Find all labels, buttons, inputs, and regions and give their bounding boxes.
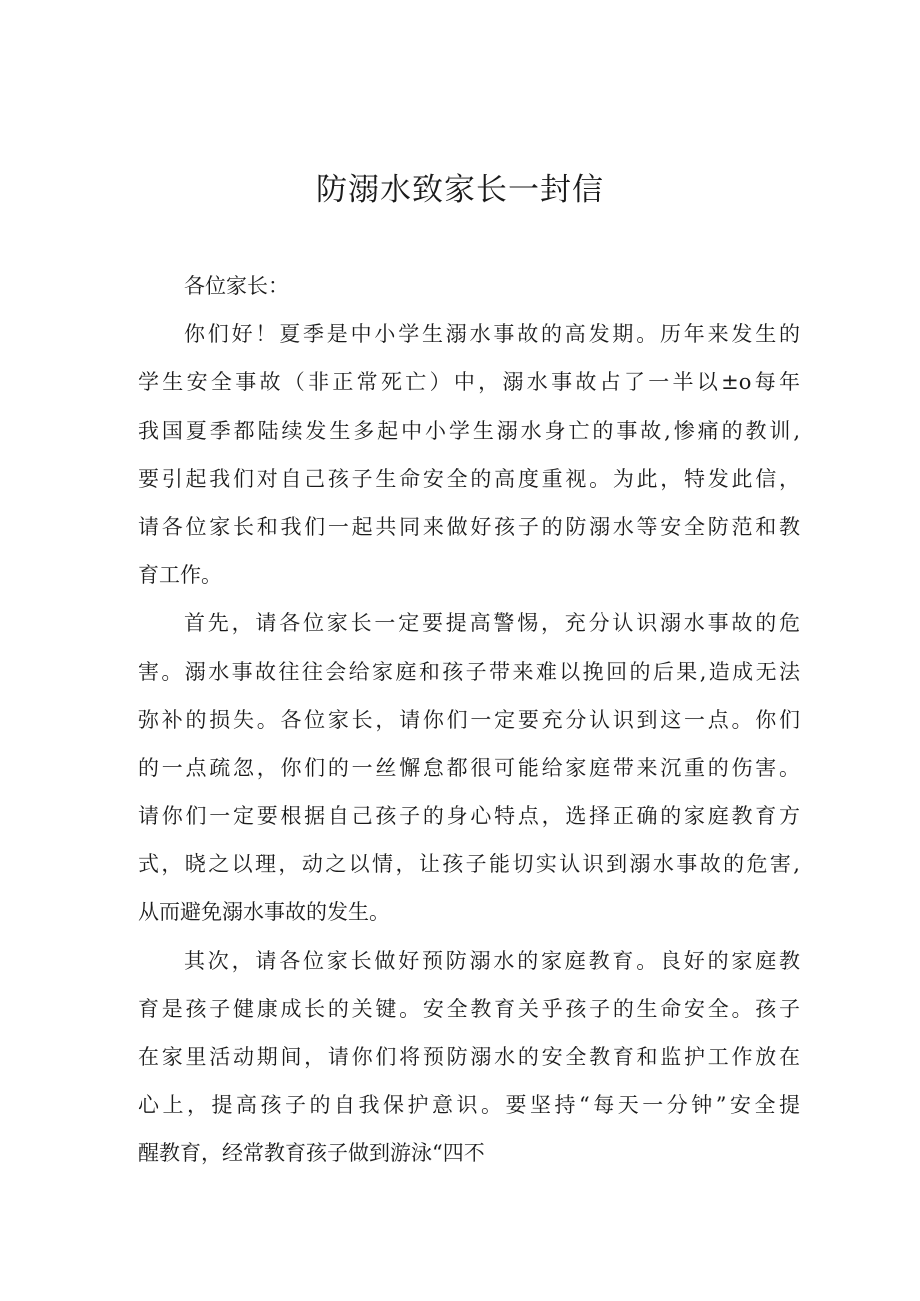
- text-line: 的一点疏忽，你们的一丝懈怠都很可能给家庭带来沉重的伤害。: [138, 755, 800, 780]
- text-line: 我国夏季都陆续发生多起中小学生溺水身亡的事故,惨痛的教训,: [138, 418, 800, 443]
- text-line: 育是孩子健康成长的关键。安全教育关乎孩子的生命安全。孩子: [138, 996, 800, 1021]
- letter-body: [138, 262, 800, 1178]
- paragraph-first-point: [138, 599, 800, 936]
- text-line: 育工作。: [138, 563, 222, 588]
- text-line: 请你们一定要根据自己孩子的身心特点，选择正确的家庭教育方: [138, 804, 800, 829]
- text-line: 你们好！夏季是中小学生溺水事故的高发期。历年来发生的: [184, 322, 800, 347]
- text-line: 从而避免溺水事故的发生。: [138, 900, 390, 925]
- text-line: 学生安全事故（非正常死亡）中，溺水事故占了一半以±o每年: [138, 370, 800, 395]
- text-line: 要引起我们对自己孩子生命安全的高度重视。为此，特发此信，: [138, 466, 800, 491]
- text-line: 式，晓之以理，动之以情，让孩子能切实认识到溺水事故的危害,: [138, 852, 800, 877]
- text-line: 醒教育，经常教育孩子做到游泳“四不: [138, 1141, 485, 1166]
- text-line: 害。溺水事故往往会给家庭和孩子带来难以挽回的后果,造成无法: [138, 659, 800, 684]
- text-line: 其次，请各位家长做好预防溺水的家庭教育。良好的家庭教: [184, 948, 800, 973]
- document-title: 防溺水致家长一封信: [316, 172, 604, 208]
- paragraph-greeting: [138, 310, 800, 599]
- text-line: 在家里活动期间，请你们将预防溺水的安全教育和监护工作放在: [138, 1045, 800, 1069]
- text-line: 首先，请各位家长一定要提高警惕，充分认识溺水事故的危: [184, 611, 800, 636]
- paragraph-second-point: [138, 937, 800, 1178]
- text-line: 弥补的损失。各位家长，请你们一定要充分认识到这一点。你们: [138, 707, 800, 732]
- text-line: 心上，提高孩子的自我保护意识。要坚持“每天一分钟”安全提: [138, 1093, 800, 1118]
- text-line: 请各位家长和我们一起共同来做好孩子的防溺水等安全防范和教: [138, 514, 800, 539]
- salutation: 各位家长：: [184, 274, 289, 298]
